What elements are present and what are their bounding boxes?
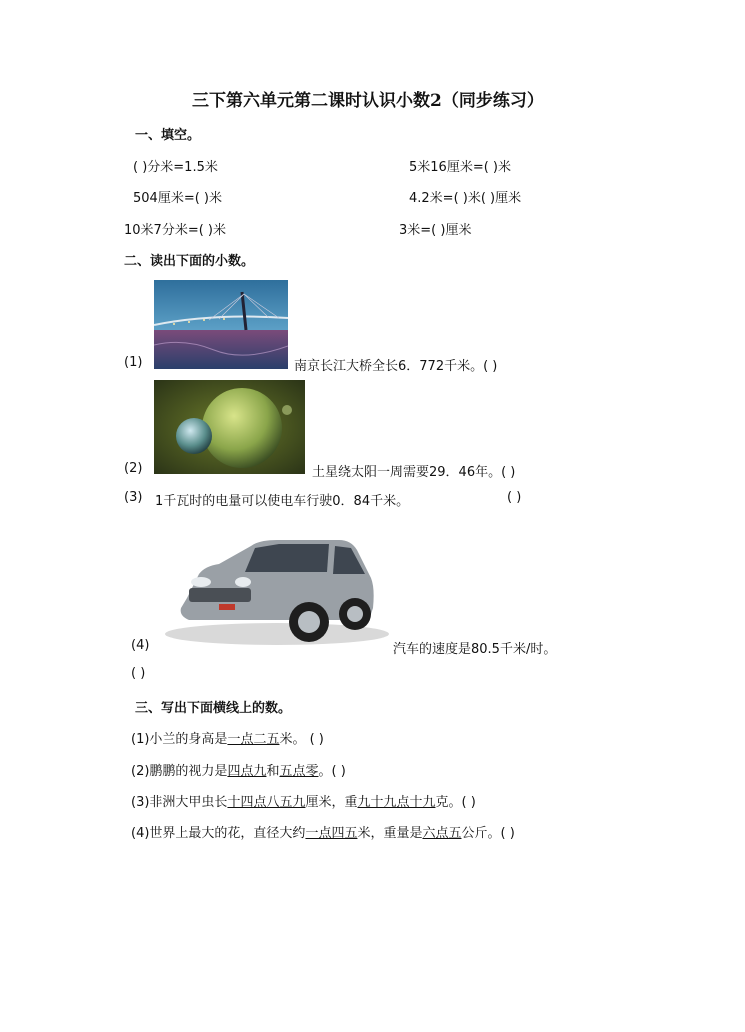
write-item-underlined: 一点二五 xyxy=(227,732,280,747)
write-item-1 xyxy=(131,728,324,747)
write-item-mid: 厘米，重 xyxy=(305,795,358,810)
read-item-num-4: (4) xyxy=(131,638,150,653)
fill-item-1: ( )分米=1.5米 xyxy=(133,160,218,175)
write-item-2 xyxy=(131,760,346,779)
write-item-mid: 和 xyxy=(266,764,280,779)
read-item-text-3: 1千瓦时的电量可以使电车行驶0．84千米。 xyxy=(155,494,410,509)
read-item-blank-3: ( ) xyxy=(507,490,522,505)
page-title: 三下第六单元第二课时认识小数2（同步练习） xyxy=(192,91,544,111)
fill-item-4: 4.2米=( )米( )厘米 xyxy=(409,191,522,206)
section-heading-write-numbers: 三、写出下面横线上的数。 xyxy=(135,701,292,716)
planets-photo xyxy=(154,380,305,474)
write-item-post: 。( ) xyxy=(318,764,346,779)
read-item-text-4: 汽车的速度是80.5千米/时。 xyxy=(393,642,557,657)
write-item-mid: 米。 xyxy=(279,732,306,747)
write-item-pre: 鹏鹏的视力是 xyxy=(149,764,228,779)
write-item-post: ( ) xyxy=(305,732,324,747)
read-item-blank-4: ( ) xyxy=(131,666,146,681)
write-item-pre: 小兰的身高是 xyxy=(149,732,228,747)
write-item-underlined: 四点九 xyxy=(227,764,267,779)
write-item-mid: 米，重量是 xyxy=(357,826,423,841)
write-item-4 xyxy=(131,822,515,841)
write-item-underlined: 五点零 xyxy=(279,764,319,779)
section-heading-fill-blank: 一、填空。 xyxy=(135,128,201,143)
write-item-3 xyxy=(131,791,476,810)
suv-photo xyxy=(159,516,393,652)
read-item-text-1: 南京长江大桥全长6．772千米。( ) xyxy=(294,359,498,374)
read-item-num-1: (1) xyxy=(124,355,143,370)
write-item-post: 公斤。( ) xyxy=(461,826,515,841)
write-item-num: (3) xyxy=(131,795,150,810)
write-item-pre: 世界上最大的花，直径大约 xyxy=(149,826,306,841)
read-item-num-3: (3) xyxy=(124,490,143,505)
write-item-post: 克。( ) xyxy=(435,795,476,810)
bridge-photo xyxy=(154,280,288,369)
write-item-pre: 非洲大甲虫长 xyxy=(149,795,228,810)
write-item-underlined: 一点四五 xyxy=(305,826,358,841)
write-item-num: (1) xyxy=(131,732,150,747)
write-item-num: (4) xyxy=(131,826,150,841)
read-item-text-2: 土星绕太阳一周需要29．46年。( ) xyxy=(312,465,516,480)
write-item-num: (2) xyxy=(131,764,150,779)
write-item-underlined: 九十九点十九 xyxy=(357,795,436,810)
write-item-underlined: 十四点八五九 xyxy=(227,795,306,810)
fill-item-5: 10米7分米=( )米 xyxy=(124,223,226,238)
fill-item-6: 3米=( )厘米 xyxy=(399,223,472,238)
write-item-underlined: 六点五 xyxy=(422,826,462,841)
fill-item-3: 504厘米=( )米 xyxy=(133,191,222,206)
read-item-num-2: (2) xyxy=(124,461,143,476)
fill-item-2: 5米16厘米=( )米 xyxy=(409,160,511,175)
section-heading-read-decimals: 二、读出下面的小数。 xyxy=(124,254,255,269)
